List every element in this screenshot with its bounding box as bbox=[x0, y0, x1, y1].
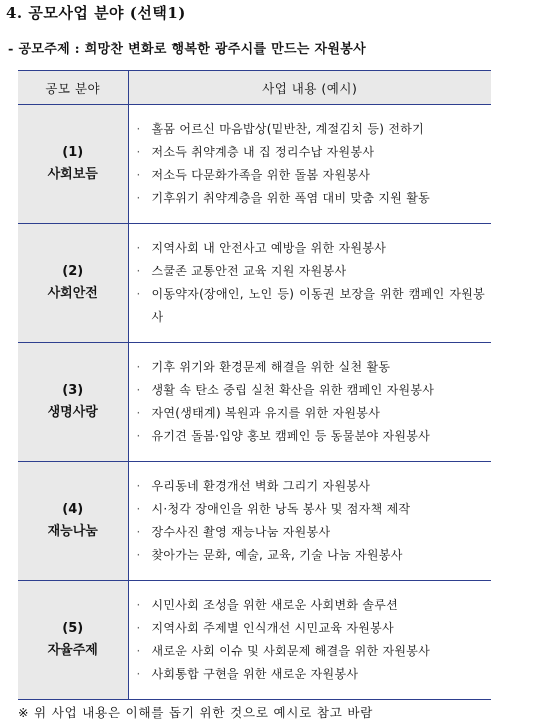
list-item bbox=[137, 521, 492, 544]
area-number: (3) bbox=[62, 383, 84, 398]
bullet-icon: · bbox=[136, 429, 141, 443]
list-item bbox=[137, 141, 492, 164]
item-text: 지역사회 내 안전사고 예방을 위한 자원봉사 bbox=[151, 241, 387, 255]
header-area: 공모 분야 bbox=[18, 71, 128, 105]
list-item bbox=[137, 118, 492, 141]
item-text: 이동약자(장애인, 노인 등) 이동권 보장을 위한 캠페인 자원봉사 bbox=[151, 287, 485, 324]
table-row bbox=[18, 224, 491, 343]
area-name: 생명사랑 bbox=[47, 405, 98, 420]
list-item bbox=[137, 237, 492, 260]
item-text: 지역사회 주제별 인식개선 시민교육 자원봉사 bbox=[151, 621, 394, 635]
content-cell bbox=[128, 462, 491, 581]
item-text: 저소득 다문화가족을 위한 돌봄 자원봉사 bbox=[151, 168, 371, 182]
bullet-icon: · bbox=[136, 479, 141, 493]
list-item bbox=[137, 356, 492, 379]
table-row bbox=[18, 343, 491, 462]
bullet-icon: · bbox=[136, 287, 141, 301]
area-cell bbox=[18, 462, 128, 581]
table-row bbox=[18, 581, 491, 700]
project-areas-table bbox=[18, 70, 491, 700]
content-cell bbox=[128, 343, 491, 462]
item-text: 기후 위기와 환경문제 해결을 위한 실천 활동 bbox=[151, 360, 391, 374]
footnote: ※ 위 사업 내용은 이해를 돕기 위한 것으로 예시로 참고 바람 bbox=[18, 705, 374, 720]
item-text: 자연(생태계) 복원과 유지를 위한 자원봉사 bbox=[151, 406, 381, 420]
list-item bbox=[137, 663, 492, 686]
bullet-icon: · bbox=[136, 168, 141, 182]
item-list bbox=[137, 475, 492, 567]
table-header-row bbox=[18, 71, 491, 105]
area-name: 자율주제 bbox=[47, 643, 98, 658]
item-text: 새로운 사회 이슈 및 사회문제 해결을 위한 자원봉사 bbox=[151, 644, 431, 658]
bullet-icon: · bbox=[136, 145, 141, 159]
area-number: (5) bbox=[62, 621, 84, 636]
item-list bbox=[137, 118, 492, 210]
area-cell bbox=[18, 224, 128, 343]
area-number: (1) bbox=[62, 145, 84, 160]
area-number: (4) bbox=[62, 502, 84, 517]
item-text: 저소득 취약계층 내 집 정리수납 자원봉사 bbox=[151, 145, 375, 159]
bullet-icon: · bbox=[136, 241, 141, 255]
item-list bbox=[137, 237, 492, 329]
area-name: 사회보듬 bbox=[47, 167, 98, 182]
item-list bbox=[137, 594, 492, 686]
bullet-icon: · bbox=[136, 360, 141, 374]
bullet-icon: · bbox=[136, 191, 141, 205]
bullet-icon: · bbox=[136, 406, 141, 420]
item-text: 시·청각 장애인을 위한 낭독 봉사 및 점자책 제작 bbox=[151, 502, 411, 516]
item-text: 유기견 돌봄·입양 홍보 캠페인 등 동물분야 자원봉사 bbox=[151, 429, 431, 443]
bullet-icon: · bbox=[136, 548, 141, 562]
bullet-icon: · bbox=[136, 264, 141, 278]
header-content: 사업 내용 (예시) bbox=[128, 71, 491, 105]
list-item bbox=[137, 544, 492, 567]
area-cell bbox=[18, 581, 128, 700]
bullet-icon: · bbox=[136, 667, 141, 681]
item-text: 우리동네 환경개선 벽화 그리기 자원봉사 bbox=[151, 479, 371, 493]
list-item bbox=[137, 617, 492, 640]
bullet-icon: · bbox=[136, 525, 141, 539]
bullet-icon: · bbox=[136, 502, 141, 516]
list-item bbox=[137, 164, 492, 187]
bullet-icon: · bbox=[136, 122, 141, 136]
item-text: 찾아가는 문화, 예술, 교육, 기술 나눔 자원봉사 bbox=[151, 548, 403, 562]
bullet-icon: · bbox=[136, 621, 141, 635]
list-item bbox=[137, 594, 492, 617]
item-text: 장수사진 촬영 재능나눔 자원봉사 bbox=[151, 525, 331, 539]
item-text: 스쿨존 교통안전 교육 지원 자원봉사 bbox=[151, 264, 347, 278]
list-item bbox=[137, 260, 492, 283]
list-item bbox=[137, 283, 492, 329]
area-name: 사회안전 bbox=[47, 286, 98, 301]
item-text: 생활 속 탄소 중립 실천 확산을 위한 캠페인 자원봉사 bbox=[151, 383, 435, 397]
list-item bbox=[137, 498, 492, 521]
item-text: 기후위기 취약계층을 위한 폭염 대비 맞춤 지원 활동 bbox=[151, 191, 431, 205]
area-cell bbox=[18, 105, 128, 224]
table-row bbox=[18, 105, 491, 224]
item-text: 사회통합 구현을 위한 새로운 자원봉사 bbox=[151, 667, 359, 681]
area-cell bbox=[18, 343, 128, 462]
list-item bbox=[137, 402, 492, 425]
bullet-icon: · bbox=[136, 383, 141, 397]
item-text: 시민사회 조성을 위한 새로운 사회변화 솔루션 bbox=[151, 598, 399, 612]
area-number: (2) bbox=[62, 264, 84, 279]
content-cell bbox=[128, 224, 491, 343]
content-cell bbox=[128, 581, 491, 700]
content-cell bbox=[128, 105, 491, 224]
item-text: 홀몸 어르신 마음밥상(밑반찬, 계절김치 등) 전하기 bbox=[151, 122, 424, 136]
bullet-icon: · bbox=[136, 644, 141, 658]
area-name: 재능나눔 bbox=[47, 524, 98, 539]
list-item bbox=[137, 475, 492, 498]
list-item bbox=[137, 379, 492, 402]
list-item bbox=[137, 640, 492, 663]
section-title: 4. 공모사업 분야 (선택1) bbox=[6, 4, 186, 22]
table-row bbox=[18, 462, 491, 581]
theme-subtitle: - 공모주제 : 희망찬 변화로 행복한 광주시를 만드는 자원봉사 bbox=[8, 42, 366, 57]
list-item bbox=[137, 187, 492, 210]
item-list bbox=[137, 356, 492, 448]
list-item bbox=[137, 425, 492, 448]
bullet-icon: · bbox=[136, 598, 141, 612]
